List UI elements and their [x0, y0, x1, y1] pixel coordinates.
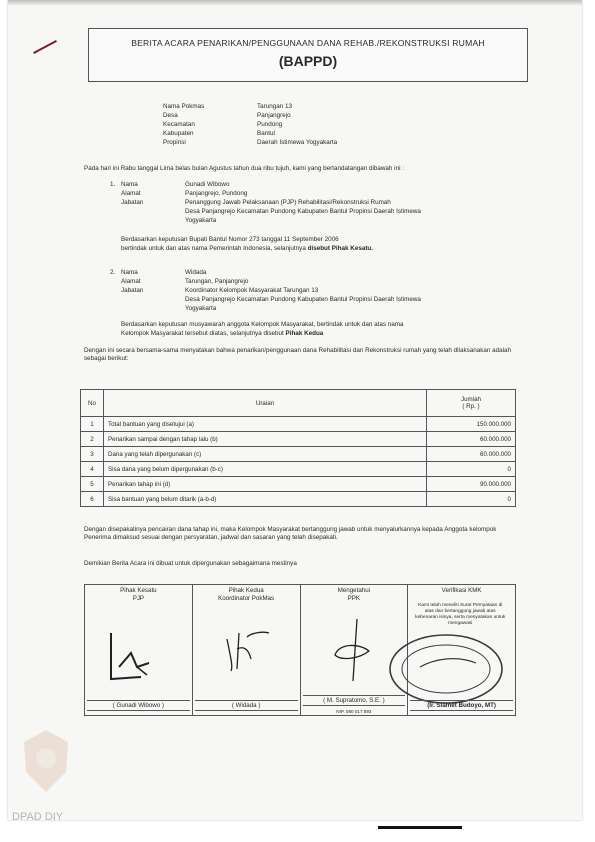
closing-statement: Demikian Berita Acara ini dibuat untuk dipergunakan sebagaimana mestinya — [84, 560, 297, 567]
signature-heading — [85, 587, 192, 603]
signature-cell-pihak-kesatu — [85, 585, 193, 716]
signature-cell-kmk — [408, 585, 516, 716]
jumlah-label: Jumlah — [461, 396, 481, 403]
opening-paragraph: Pada hari ini Rabu tanggal Lima belas bulan Agustus tahun dua ribu tujuh, kami yang bertandatangan dibawah ini : — [84, 165, 404, 172]
field-label: Jabatan — [121, 199, 144, 206]
scan-edge-bar — [378, 826, 462, 829]
row-no: 4 — [81, 462, 104, 477]
signer-name: ( Widada ) — [195, 700, 298, 711]
field-label: Alamat — [121, 190, 141, 197]
info-value: Daerah Istimewa Yogyakarta — [257, 139, 338, 146]
info-label: Kabupaten — [163, 130, 194, 137]
party-address: Panjangrejo, Pundong — [185, 190, 248, 197]
field-label: Nama — [121, 181, 138, 188]
dpad-logo — [20, 728, 72, 794]
signer-party: Mengetahui — [337, 587, 371, 594]
table-row — [81, 432, 516, 447]
row-jumlah: 90.000.000 — [427, 477, 516, 492]
signer-name: (Ir. Slamet Budoyo, MT) — [410, 700, 513, 711]
column-header-jumlah — [427, 390, 516, 417]
party-name: Widada — [185, 269, 207, 276]
party-designation: Pihak Kedua — [285, 330, 324, 337]
row-uraian: Dana yang telah dipergunakan (c) — [104, 447, 427, 462]
document-subtitle: (BAPPD) — [278, 53, 338, 69]
signature-table — [84, 584, 516, 716]
table-row — [81, 417, 516, 432]
row-uraian: Sisa bantuan yang belum ditarik (a-b-d) — [104, 492, 427, 507]
signer-nip: NIP. 080 017 593 — [336, 709, 372, 714]
party-position: Koordinator Kelompok Masyarakat Tarungan 13 — [185, 287, 319, 294]
row-no: 3 — [81, 447, 104, 462]
party-position: Desa Panjangrejo Kecamatan Pundong Kabupaten Bantul Propinsi Daerah Istimewa — [185, 296, 421, 303]
info-value: Pundong — [257, 121, 283, 128]
party-basis: Berdasarkan keputusan Bupati Bantul Nomor 273 tanggal 11 September 2006 — [121, 236, 339, 243]
party-basis — [121, 330, 323, 338]
row-jumlah: 60.000.000 — [427, 447, 516, 462]
party-position: Yogyakarta — [185, 305, 217, 312]
signer-role: PJP — [132, 595, 145, 602]
signer-party: Pihak Kedua — [228, 587, 264, 594]
info-value: Bantul — [257, 130, 275, 137]
row-no: 1 — [81, 417, 104, 432]
signature-mark — [325, 615, 385, 685]
info-value: Tarungan 13 — [257, 103, 293, 110]
signature-cell-pihak-kedua — [192, 585, 300, 716]
row-uraian: Total bantuan yang disetujui (a) — [104, 417, 427, 432]
signer-party: Pihak Kesatu — [120, 587, 157, 594]
signature-mark — [217, 619, 277, 679]
party-position: Desa Panjangrejo Kecamatan Pundong Kabupaten Bantul Propinsi Daerah Istimewa — [185, 208, 421, 215]
info-label: Propinsi — [163, 139, 186, 146]
signature-heading — [193, 587, 300, 603]
document-title: BERITA ACARA PENARIKAN/PENGGUNAAN DANA REHAB./REKONSTRUKSI RUMAH — [131, 38, 485, 48]
table-row — [81, 447, 516, 462]
row-jumlah: 0 — [427, 492, 516, 507]
signature-row — [85, 585, 516, 716]
column-header-no: No — [81, 390, 104, 417]
kmk-stamp — [386, 629, 506, 709]
party-number: 1. — [110, 181, 116, 188]
field-label: Jabatan — [121, 287, 144, 294]
table-row — [81, 477, 516, 492]
jumlah-unit: ( Rp. ) — [462, 403, 480, 410]
party-basis: Berdasarkan keputusan musyawarah anggota Kelompok Masyarakat, bertindak untuk dan atas nama — [121, 321, 404, 328]
title-box — [88, 28, 528, 82]
row-jumlah: 0 — [427, 462, 516, 477]
party-address: Tarungan, Panjangrejo — [185, 278, 249, 285]
table-row — [81, 462, 516, 477]
signer-name: ( M. Supratomo, S.E. ) — [303, 695, 406, 706]
party-designation: disebut Pihak Kesatu. — [307, 245, 374, 252]
signer-name: ( Gunadi Wibowo ) — [87, 700, 190, 711]
row-uraian: Penarikan tahap ini (d) — [104, 477, 427, 492]
info-label: Desa — [163, 112, 178, 119]
row-uraian: Penarikan sampai dengan tahap lalu (b) — [104, 432, 427, 447]
field-label: Nama — [121, 269, 138, 276]
table-row — [81, 492, 516, 507]
agreement-paragraph: Dengan ini secara bersama-sama menyatakan bahwa penarikan/penggunaan dana Rehabilitasi dan Rekonstruksi rumah yang telah dilaksanakan adalah sebagai berikut: — [84, 347, 512, 362]
signature-heading — [301, 587, 408, 603]
row-uraian: Sisa dana yang belum dipergunakan (b-c) — [104, 462, 427, 477]
signature-heading: Verifikasi KMK — [441, 587, 482, 594]
table-header-row — [81, 390, 516, 417]
row-jumlah: 150.000.000 — [427, 417, 516, 432]
party-basis-text: Kelompok Masyarakat tersebut diatas, selanjutnya disebut — [121, 330, 284, 337]
watermark-text: DPAD DIY — [12, 811, 64, 823]
party-basis — [121, 245, 373, 253]
party-basis-text: bertindak untuk dan atas nama Pemerintah Indonesia, selanjutnya — [121, 245, 306, 252]
signer-role: PPK — [347, 595, 361, 602]
signature-mark — [97, 623, 181, 693]
row-no: 6 — [81, 492, 104, 507]
party-position: Penanggung Jawab Pelaksanaan (PJP) Rehabilitasi/Rekonstruksi Rumah — [185, 199, 391, 206]
row-jumlah: 60.000.000 — [427, 432, 516, 447]
info-label: Nama Pokmas — [163, 103, 205, 110]
signer-role: Koordinator PokMas — [218, 595, 275, 602]
verification-note: Kami telah meneliti Surat Pernyataan di atas dan bertanggung jawab atas kebenaran isinya, serta menyatakan untuk mengawasi — [415, 603, 506, 626]
closing-paragraph: Dengan disepakatinya pencairan dana tahap ini, maka Kelompok Masyarakat bertanggung jawab untuk menyalurkannya kepada Anggota kelompok Penerima dimaksud sesuai dengan persyaratan, jadwal dan sasaran yang telah disepakati. — [84, 526, 497, 541]
fund-table — [80, 389, 516, 507]
info-label: Kecamatan — [163, 121, 195, 128]
row-no: 5 — [81, 477, 104, 492]
party-position: Yogyakarta — [185, 217, 217, 224]
party-name: Gunadi Wibowo — [185, 181, 230, 188]
column-header-uraian: Uraian — [104, 390, 427, 417]
info-value: Panjangrejo — [257, 112, 291, 119]
field-label: Alamat — [121, 278, 141, 285]
page-top-shadow — [8, 0, 582, 6]
party-number: 2. — [110, 269, 116, 276]
row-no: 2 — [81, 432, 104, 447]
